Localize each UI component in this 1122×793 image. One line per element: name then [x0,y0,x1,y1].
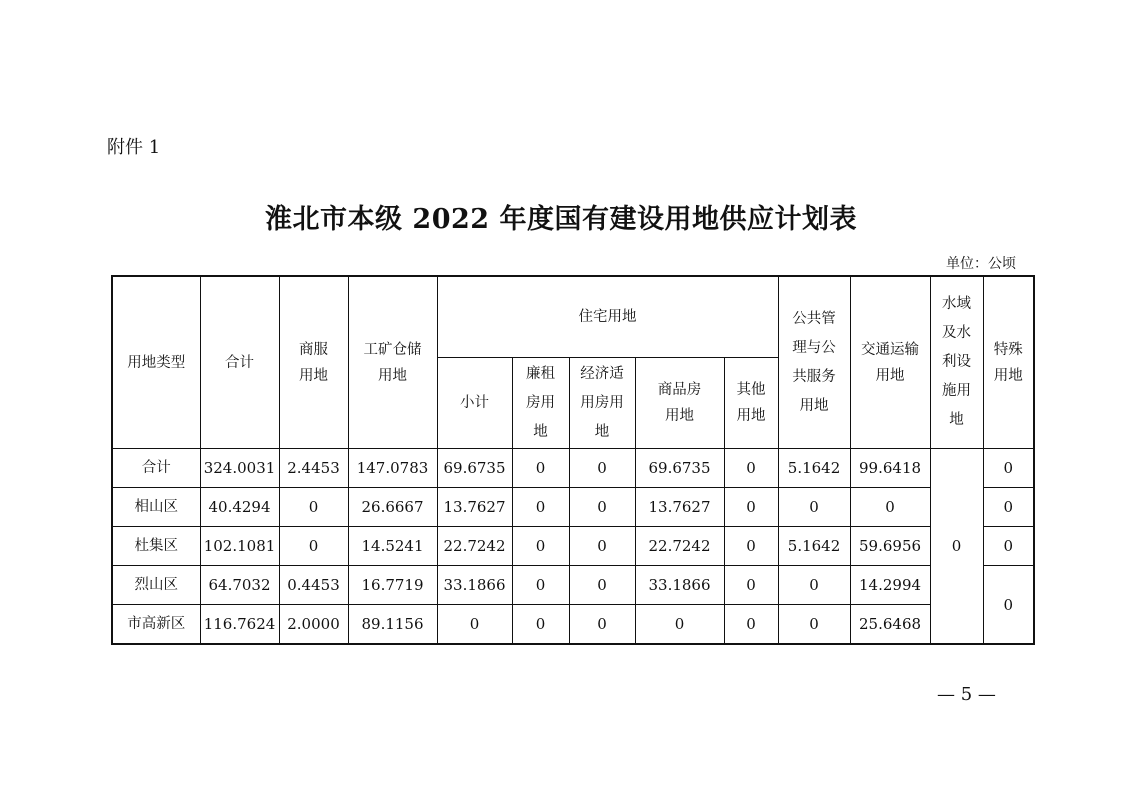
cell-special: 0 [983,488,1034,527]
cell-transport: 14.2994 [850,566,930,605]
header-line: 工矿仓储 [363,341,422,358]
header-res-commercial [635,358,724,449]
cell-transport: 59.6956 [850,527,930,566]
cell-industrial: 147.0783 [348,449,437,488]
header-line: 地 [949,412,964,428]
header-line: 用地 [299,367,328,384]
header-line: 其他 [736,382,766,398]
header-line: 房用 [526,394,555,411]
cell-res-subtotal: 22.7242 [437,527,512,566]
header-land-type: 用地类型 [112,276,200,449]
header-total: 合计 [200,276,279,449]
page-number: — 5 — [937,684,996,705]
header-line: 及水 [942,325,972,341]
cell-commercial: 2.0000 [279,605,348,645]
cell-res-subtotal: 13.7627 [437,488,512,527]
cell-res-subtotal: 69.6735 [437,449,512,488]
header-line: 商服 [299,341,328,358]
cell-commercial: 0 [279,488,348,527]
cell-industrial: 14.5241 [348,527,437,566]
table-row [112,566,1034,605]
header-commercial [279,276,348,449]
cell-res-affordable: 0 [569,449,635,488]
cell-special-merged: 0 [983,566,1034,645]
document-title: 淮北市本级 2022 年度国有建设用地供应计划表 [265,204,857,235]
header-row-1 [112,276,1034,358]
cell-transport: 25.6468 [850,605,930,645]
cell-res-subtotal: 0 [437,605,512,645]
cell-public: 0 [778,488,850,527]
cell-transport: 99.6418 [850,449,930,488]
header-res-other [724,358,778,449]
header-line: 共服务 [792,368,836,385]
cell-res-other: 0 [724,488,778,527]
header-residential: 住宅用地 [437,276,778,358]
row-name: 杜集区 [112,527,200,566]
header-res-subtotal: 小计 [437,358,512,449]
cell-total: 102.1081 [200,527,279,566]
header-line: 用地 [665,408,694,424]
cell-res-lowrent: 0 [512,527,569,566]
cell-res-commercial: 33.1866 [635,566,724,605]
table-row [112,605,1034,645]
cell-special: 0 [983,449,1034,488]
header-water [930,276,983,449]
cell-public: 0 [778,605,850,645]
cell-industrial: 16.7719 [348,566,437,605]
cell-total: 40.4294 [200,488,279,527]
table-row [112,488,1034,527]
header-res-lowrent [512,358,569,449]
cell-res-lowrent: 0 [512,605,569,645]
attachment-label: 附件 1 [107,137,161,158]
cell-industrial: 26.6667 [348,488,437,527]
cell-industrial: 89.1156 [348,605,437,645]
header-line: 地 [533,423,548,440]
header-special [983,276,1034,449]
row-name: 烈山区 [112,566,200,605]
cell-res-lowrent: 0 [512,566,569,605]
header-line: 用地 [378,367,407,384]
cell-res-other: 0 [724,605,778,645]
header-line: 经济适 [580,365,624,382]
header-line: 理与公 [792,339,836,356]
cell-commercial: 0 [279,527,348,566]
header-line: 商品房 [657,382,702,398]
row-name: 合计 [112,449,200,488]
header-transport [850,276,930,449]
cell-water-merged: 0 [930,449,983,645]
cell-res-other: 0 [724,449,778,488]
cell-commercial: 2.4453 [279,449,348,488]
header-line: 用地 [799,397,829,414]
cell-res-other: 0 [724,566,778,605]
cell-res-affordable: 0 [569,488,635,527]
table-row [112,527,1034,566]
land-supply-table [111,275,1035,645]
header-line: 交通运输 [861,341,920,358]
cell-commercial: 0.4453 [279,566,348,605]
cell-res-commercial: 13.7627 [635,488,724,527]
cell-res-affordable: 0 [569,527,635,566]
cell-res-commercial: 0 [635,605,724,645]
header-line: 用地 [736,408,766,424]
header-line: 用地 [875,367,905,384]
cell-special: 0 [983,527,1034,566]
row-name: 市高新区 [112,605,200,645]
header-line: 利设 [942,354,972,370]
row-name: 相山区 [112,488,200,527]
header-line: 地 [594,423,610,440]
header-line: 施用 [942,383,972,399]
cell-total: 116.7624 [200,605,279,645]
table-row [112,449,1034,488]
cell-res-affordable: 0 [569,605,635,645]
header-line: 公共管 [792,310,836,327]
header-line: 用房用 [580,394,624,411]
unit-label: 单位：公顷 [946,256,1016,272]
header-line: 廉租 [526,365,555,382]
cell-res-affordable: 0 [569,566,635,605]
cell-public: 0 [778,566,850,605]
header-line: 特殊 [993,341,1023,358]
cell-res-other: 0 [724,527,778,566]
cell-res-commercial: 22.7242 [635,527,724,566]
header-public [778,276,850,449]
header-industrial [348,276,437,449]
header-res-affordable [569,358,635,449]
cell-total: 64.7032 [200,566,279,605]
cell-total: 324.0031 [200,449,279,488]
cell-public: 5.1642 [778,527,850,566]
header-line: 用地 [993,367,1023,384]
cell-public: 5.1642 [778,449,850,488]
cell-res-lowrent: 0 [512,488,569,527]
cell-res-subtotal: 33.1866 [437,566,512,605]
cell-transport: 0 [850,488,930,527]
cell-res-commercial: 69.6735 [635,449,724,488]
cell-res-lowrent: 0 [512,449,569,488]
header-line: 水域 [942,296,972,312]
